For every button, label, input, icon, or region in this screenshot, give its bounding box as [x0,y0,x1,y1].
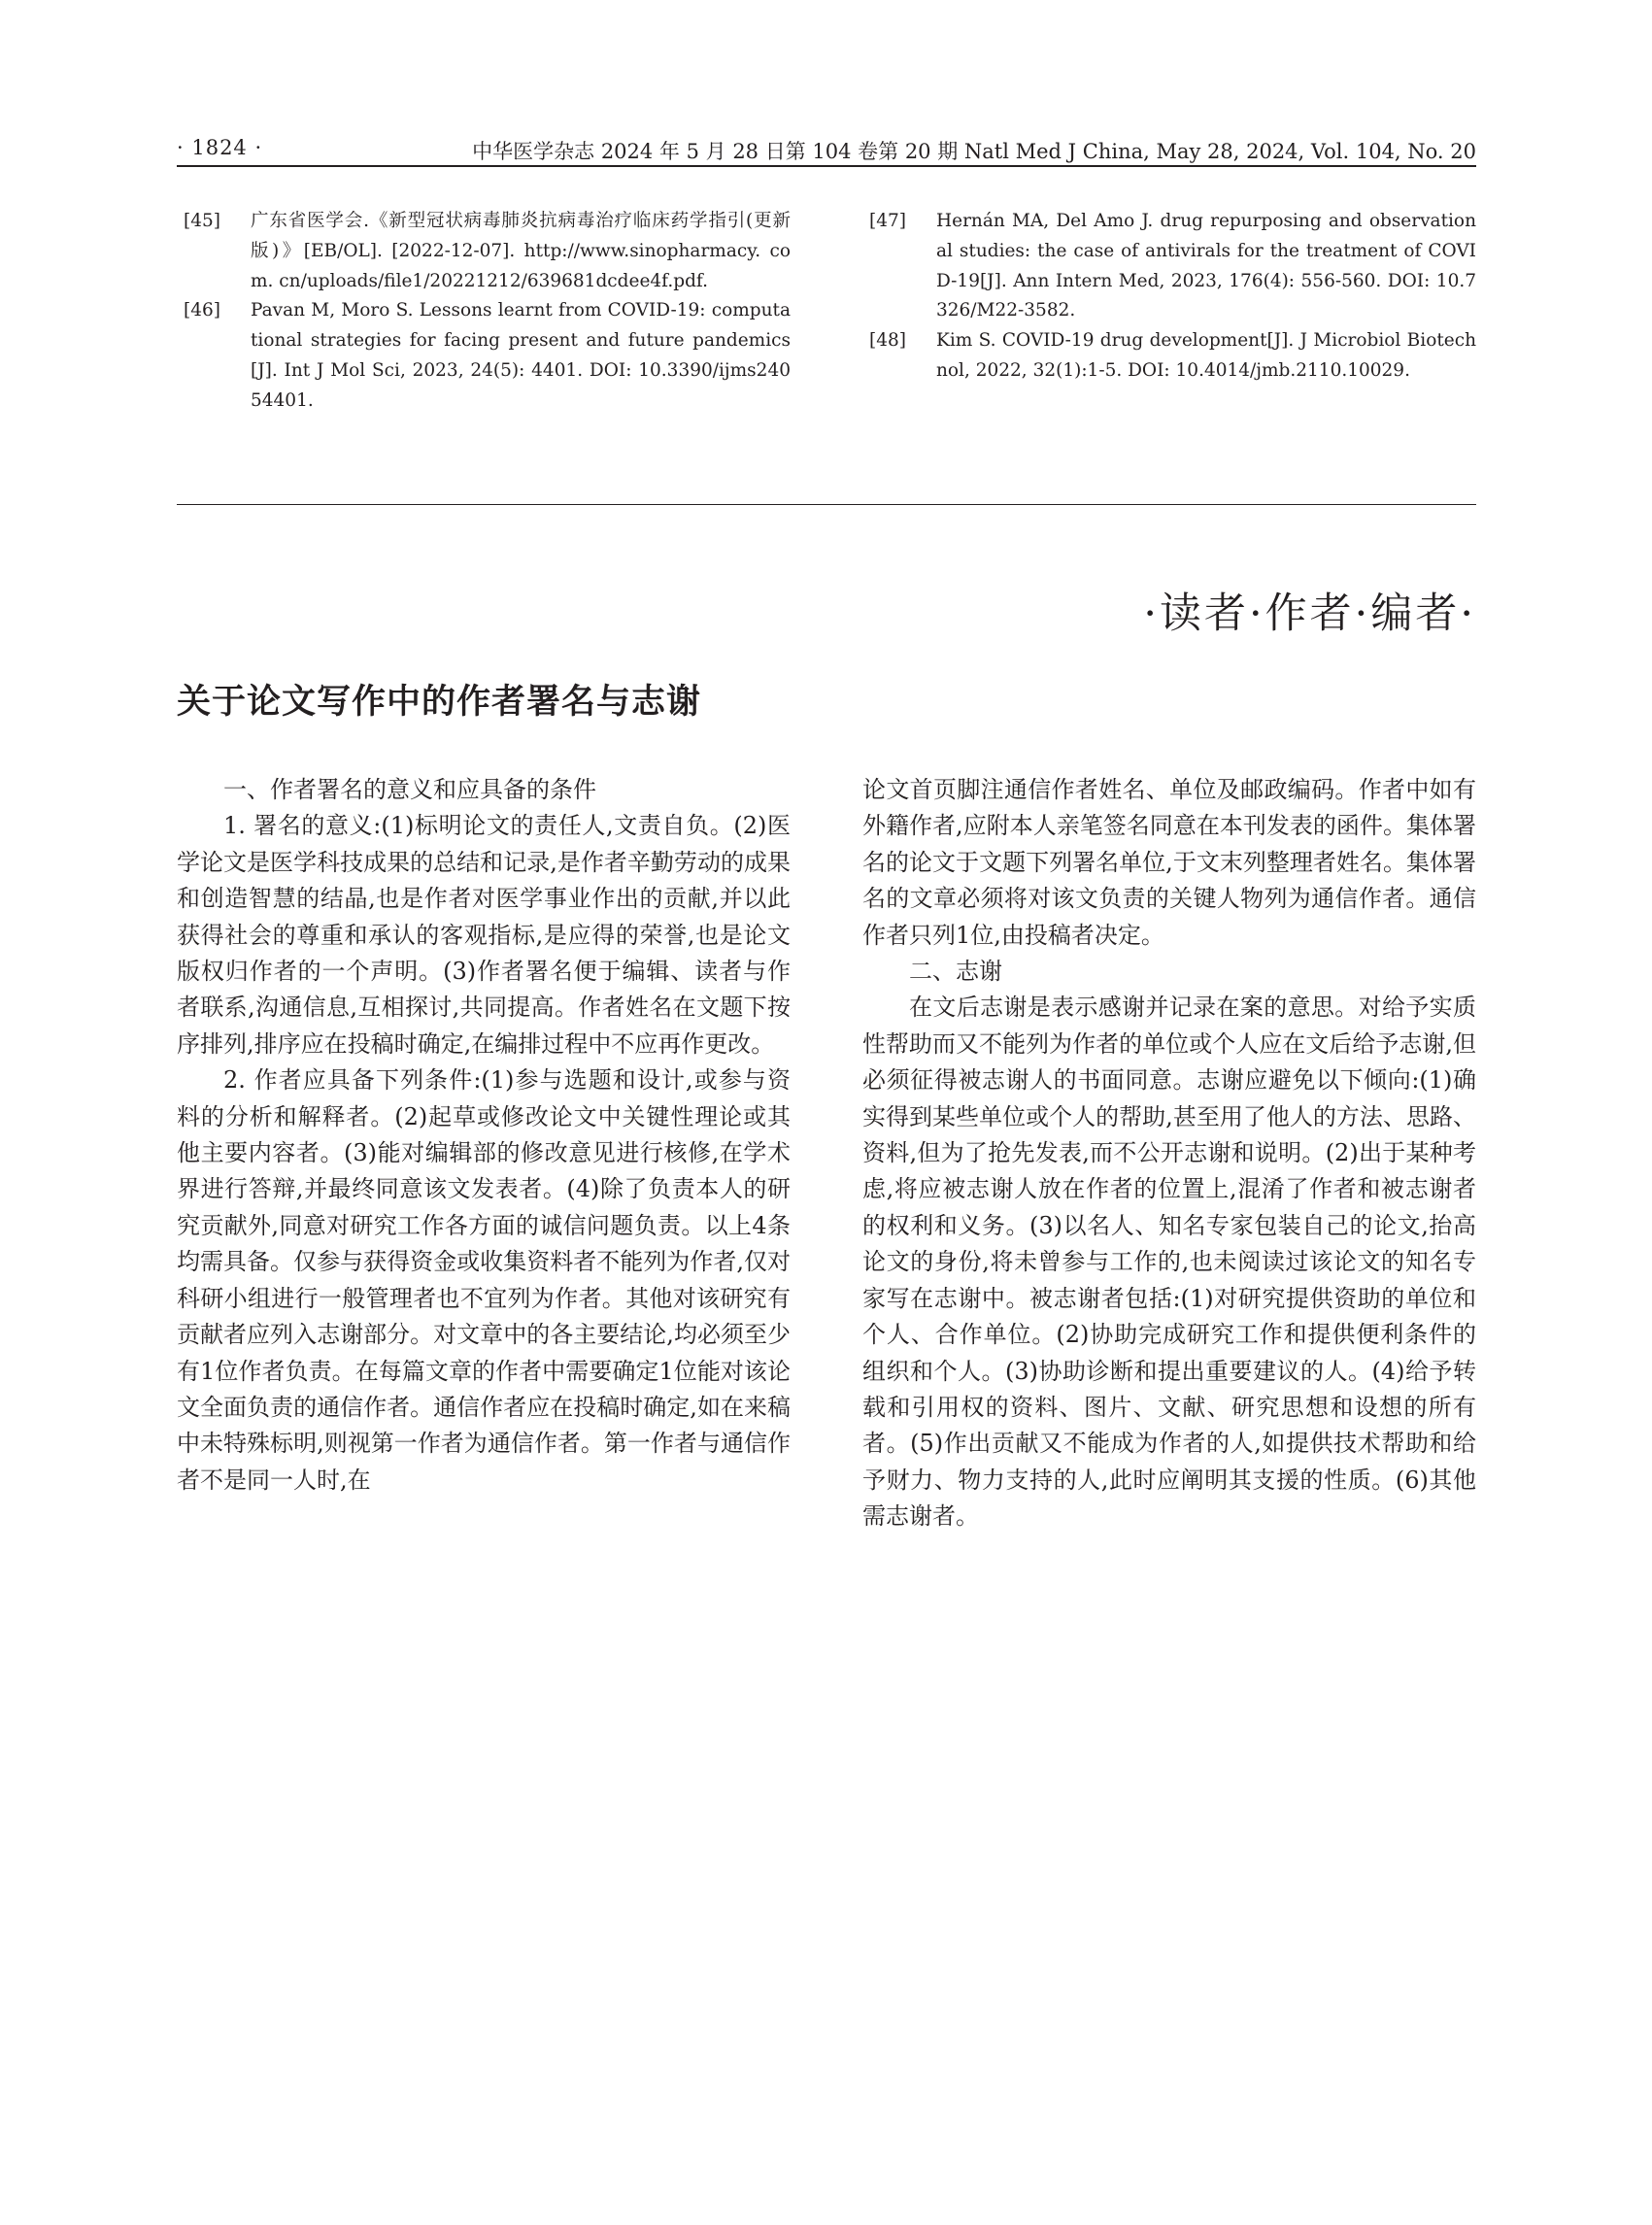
running-head [177,132,1476,167]
reference-list-right [862,207,1476,387]
reference-number: [48] [869,330,906,352]
reference-text: Hernán MA, Del Amo J. drug repurposing and observational studies: the case of antivirals for the treatment of COVID-19[J]. Ann Intern Med, 2023, 176(4): 556-560. DOI: 10.7326/M22-3582. [936,211,1476,321]
article-title: 关于论文写作中的作者署名与志谢 [177,683,702,722]
body-paragraph: 2. 作者应具备下列条件:(1)参与选题和设计,或参与资料的分析和解释者。(2)起草或修改论文中关键性理论或其他主要内容者。(3)能对编辑部的修改意见进行核修,在学术界进行答辩,并最终同意该文发表者。(4)除了负责本人的研究贡献外,同意对研究工作各方面的诚信问题负责。以上4条均需具备。仅参与获得资金或收集资料者不能列为作者,仅对科研小组进行一般管理者也不宜列为作者。其他对该研究有贡献者应列入志谢部分。对文章中的各主要结论,均必须至少有1位作者负责。在每篇文章的作者中需要确定1位能对该论文全面负责的通信作者。通信作者应在投稿时确定,如在来稿中未特殊标明,则视第一作者为通信作者。第一作者与通信作者不是同一人时,在 [177,1066,791,1494]
section-divider [177,504,1476,505]
page-number: · 1824 · [177,136,263,159]
body-column-left [177,772,791,1499]
section-heading: 一、作者署名的意义和应具备的条件 [223,776,596,803]
section-heading: 二、志谢 [909,958,1002,986]
reference-text: 广东省医学会.《新型冠状病毒肺炎抗病毒治疗临床药学指引(更新版)》[EB/OL]. [2022-12-07]. http://www.sinopharmacy. com. cn/uploads/file1/20221212/639681dcdee4f.pdf. [251,211,791,291]
journal-citation: 中华医学杂志 2024 年 5 月 28 日第 104 卷第 20 期 Natl Med J China, May 28, 2024, Vol. 104, No. 20 [472,140,1476,163]
reference-item [177,296,791,416]
body-paragraph: 论文首页脚注通信作者姓名、单位及邮政编码。作者中如有外籍作者,应附本人亲笔签名同意在本刊发表的函件。集体署名的论文于文题下列署名单位,于文末列整理者姓名。集体署名的文章必须将对该文负责的关键人物列为通信作者。通信作者只列1位,由投稿者决定。 [862,776,1476,949]
reference-number: [45] [184,211,220,231]
body-paragraph: 在文后志谢是表示感谢并记录在案的意思。对给予实质性帮助而又不能列为作者的单位或个人应在文后给予志谢,但必须征得被志谢人的书面同意。志谢应避免以下倾向:(1)确实得到某些单位或个人的帮助,甚至用了他人的方法、思路、资料,但为了抢先发表,而不公开志谢和说明。(2)出于某种考虑,将应被志谢人放在作者的位置上,混淆了作者和被志谢者的权利和义务。(3)以名人、知名专家包装自己的论文,抬高论文的身份,将未曾参与工作的,也未阅读过该论文的知名专家写在志谢中。被志谢者包括:(1)对研究提供资助的单位和个人、合作单位。(2)协助完成研究工作和提供便利条件的组织和个人。(3)协助诊断和提出重要建议的人。(4)给予转载和引用权的资料、图片、文献、研究思想和设想的所有者。(5)作出贡献又不能成为作者的人,如提供技术帮助和给予财力、物力支持的人,此时应阐明其支援的性质。(6)其他需志谢者。 [862,994,1476,1531]
reference-text: Pavan M, Moro S. Lessons learnt from COVID-19: computational strategies for facing present and future pandemics[J]. Int J Mol Sci, 2023, 24(5): 4401. DOI: 10.3390/ijms24054401. [251,300,791,411]
reference-item [862,326,1476,387]
body-paragraph: 1. 署名的意义:(1)标明论文的责任人,文责自负。(2)医学论文是医学科技成果的总结和记录,是作者辛勤劳动的成果和创造智慧的结晶,也是作者对医学事业作出的贡献,并以此获得社会的尊重和承认的客观指标,是应得的荣誉,也是论文版权归作者的一个声明。(3)作者署名便于编辑、读者与作者联系,沟通信息,互相探讨,共同提高。作者姓名在文题下按序排列,排序应在投稿时确定,在编排过程中不应再作更改。 [177,812,791,1058]
body-column-right [862,772,1476,1535]
reference-item [862,207,1476,326]
column-tag: ·读者·作者·编者· [1143,590,1476,638]
reference-number: [47] [869,211,906,231]
reference-item [177,207,791,296]
reference-list-left [177,207,791,417]
reference-number: [46] [184,300,220,321]
reference-text: Kim S. COVID-19 drug development[J]. J Microbiol Biotechnol, 2022, 32(1):1-5. DOI: 10.4014/jmb.2110.10029. [936,330,1476,381]
